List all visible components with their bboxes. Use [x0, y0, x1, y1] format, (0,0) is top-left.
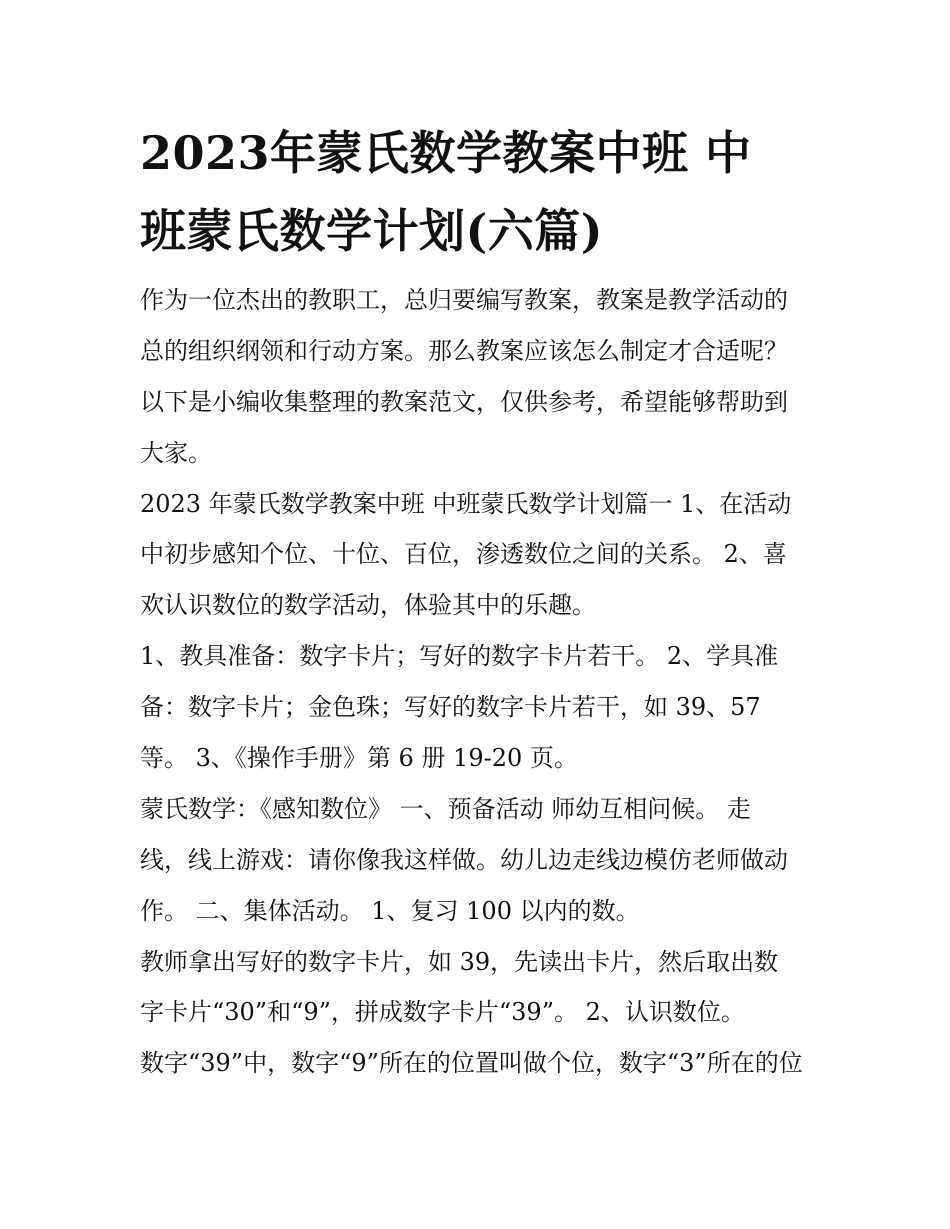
body-line: 教师拿出写好的数字卡片，如 39，先读出卡片，然后取出数 [140, 947, 779, 976]
body-line: 备：数字卡片；金色珠；写好的数字卡片若干，如 39、57 [140, 693, 761, 722]
body-line: 蒙氏数学：《感知数位》 一、预备活动 师幼互相问候。 走 [140, 794, 751, 823]
body-line: 欢认识数位的数学活动，体验其中的乐趣。 [140, 591, 596, 620]
body-line: 线，线上游戏：请你像我这样做。幼儿边走线边模仿老师做动 [140, 845, 788, 874]
body-line: 中初步感知个位、十位、百位，渗透数位之间的关系。 2、喜 [140, 540, 787, 569]
body-line: 数字“39”中，数字“9”所在的位置叫做个位，数字“3”所在的位 [140, 1049, 803, 1078]
body-line: 等。 3、《操作手册》第 6 册 19-20 页。 [140, 744, 578, 773]
body-line: 以下是小编收集整理的教案范文，仅供参考，希望能够帮助到 [140, 387, 788, 416]
body-line: 作。 二、集体活动。 1、复习 100 以内的数。 [140, 896, 640, 925]
title-line-1: 2023年蒙氏数学教案中班 中 [140, 126, 752, 180]
body-line: 大家。 [140, 438, 212, 467]
body-line: 1、教具准备：数字卡片；写好的数字卡片若干。 2、学具准 [140, 642, 779, 671]
document-title [140, 114, 820, 270]
body-line: 字卡片“30”和“9”，拼成数字卡片“39”。 2、认识数位。 [140, 998, 745, 1027]
body-line: 总的组织纲领和行动方案。那么教案应该怎么制定才合适呢？ [140, 336, 788, 365]
body-line: 作为一位杰出的教职工，总归要编写教案，教案是教学活动的 [140, 286, 788, 314]
document-body [140, 275, 820, 1089]
body-line: 2023 年蒙氏数学教案中班 中班蒙氏数学计划篇一 1、在活动 [140, 489, 792, 518]
title-line-2: 班蒙氏数学计划(六篇) [140, 204, 604, 258]
